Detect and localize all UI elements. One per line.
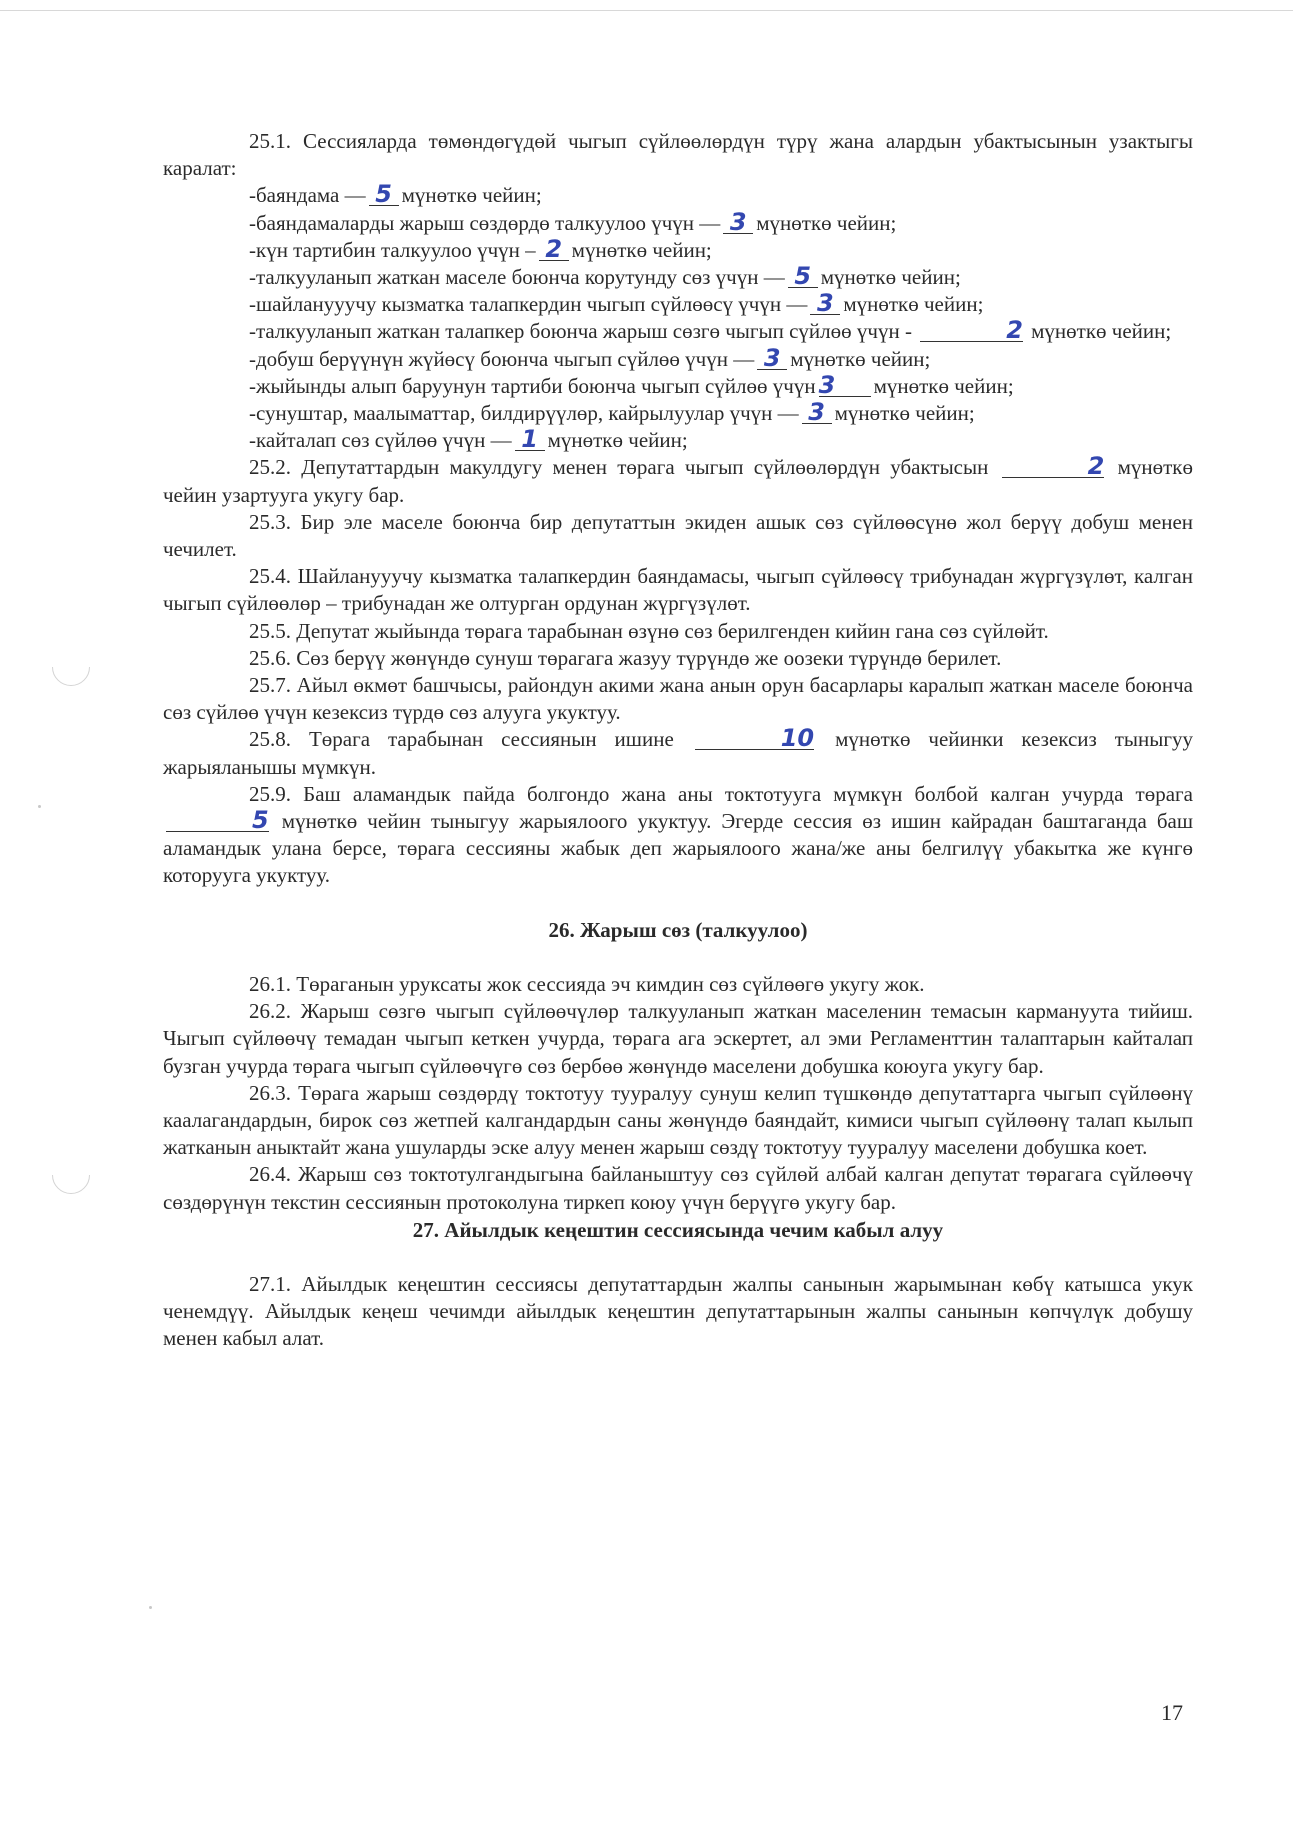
handwritten-value: 3: [819, 374, 871, 397]
scan-speck: [38, 805, 41, 808]
scan-edge: [0, 10, 1293, 11]
paragraph-26-2: 26.2. Жарыш сөзгө чыгып сүйлөөчүлөр талкууланып жаткан маселенин темасын кармануута тийиш. Чыгып сүйлөөчү темадан чыгып кеткен учурда, төрага ага эскертет, ал эми Регламенттин талаптарын кайталап бузган учурда төрага чыгып сүйлөөчүгө сөз бербөө жөнүндө маселени добушка коюуга укугу бар.: [163, 999, 1193, 1078]
handwritten-value: 3: [757, 347, 787, 370]
document-body: [163, 128, 1193, 1353]
paragraph-26-4: 26.4. Жарыш сөз токтотулгандыгына байланыштуу сөз сүйлөй албай калган депутат төрагага сүйлөөчү сөздөрүнүн текстин сессиянын протоколуна тиркеп коюу үчүн берүүгө укугу бар.: [163, 1162, 1193, 1214]
handwritten-value: 5: [788, 265, 818, 288]
handwritten-value: 2: [1002, 455, 1105, 478]
list-item: -шайланууучу кызматка талапкердин чыгып сүйлөөсү үчүн — 3 мүнөткө чейин;: [249, 289, 984, 318]
list-item: -баяндама — 5 мүнөткө чейин;: [249, 180, 542, 209]
list-item: -талкууланып жаткан талапкер боюнча жарыш сөзгө чыгып сүйлөө үчүн - 2 мүнөткө чейин;: [249, 316, 1172, 345]
paragraph-25-1-intro: 25.1. Сессияларда төмөндөгүдөй чыгып сүйлөөлөрдүн түрү жана алардын убактысынын узактыгы каралат:: [163, 129, 1193, 181]
paragraph-25-8: 25.8. Төрага тарабынан сессиянын ишине 10 мүнөткө чейинки кезексиз тыныгуу жарыяланышы мүмкүн.: [163, 724, 1194, 779]
scan-speck: [149, 1606, 152, 1609]
handwritten-value: 2: [539, 238, 569, 261]
paragraph-26-1: 26.1. Төраганын уруксаты жок сессияда эч кимдин сөз сүйлөөгө укугу жок.: [249, 971, 925, 996]
list-item: -кайталап сөз сүйлөө үчүн — 1 мүнөткө чейин;: [249, 425, 688, 454]
handwritten-value: 1: [515, 428, 545, 451]
handwritten-value: 3: [802, 401, 832, 424]
handwritten-value: 3: [810, 292, 840, 315]
list-item: -жыйынды алып баруунун тартиби боюнча чыгып сүйлөө үчүн 3 мүнөткө чейин;: [249, 370, 1014, 399]
section-heading-26: 26. Жарыш сөз (талкуулоо): [548, 917, 808, 942]
punch-hole-mark: [52, 648, 90, 686]
paragraph-25-9: 25.9. Баш аламандык пайда болгондо жана аны токтотууга мүмкүн болбой калган учурда төрага 5 мүнөткө чейин тыныгуу жарыялоого укуктуу. Эгерде сессия өз ишин кайрадан баштаганда баш аламандык улана берсе, төрага сессияны жабык деп жарыялоого жана/же аны белгилүү убакытка же күнгө которууга укуктуу.: [163, 781, 1194, 888]
paragraph-25-3: 25.3. Бир эле маселе боюнча бир депутаттын экиден ашык сөз сүйлөөсүнө жол берүү добуш менен чечилет.: [163, 509, 1193, 562]
handwritten-value: 3: [723, 211, 753, 234]
list-item: -күн тартибин талкуулоо үчүн – 2 мүнөткө чейин;: [249, 234, 712, 263]
handwritten-value: 2: [920, 319, 1023, 342]
paragraph-25-5: 25.5. Депутат жыйында төрага тарабынан өзүнө сөз берилгенден кийин гана сөз сүйлөйт.: [249, 618, 1049, 643]
list-item: -добуш берүүнүн жүйөсү боюнча чыгып сүйлөө үчүн — 3 мүнөткө чейин;: [249, 343, 931, 372]
handwritten-value: 10: [695, 727, 814, 750]
list-item: -баяндамаларды жарыш сөздөрдө талкуулоо үчүн — 3 мүнөткө чейин;: [249, 207, 897, 236]
paragraph-25-2: 25.2. Депутаттардын макулдугу менен төрага чыгып сүйлөөлөрдүн убактысын 2 мүнөткө чейин узартууга укугу бар.: [163, 452, 1194, 507]
paragraph-27-1: 27.1. Айылдык кеңештин сессиясы депутаттардын жалпы санынын жарымынан көбү катышса укук ченемдүү. Айылдык кеңеш чечимди айылдык кеңештин депутаттарынын жалпы санынын көпчүлүк добушу менен кабыл алат.: [163, 1271, 1193, 1351]
punch-hole-mark: [52, 1156, 90, 1194]
paragraph-25-7: 25.7. Айыл өкмөт башчысы, райондун акими жана анын орун басарлары каралып жаткан маселе боюнча сөз сүйлөө үчүн кезексиз түрдө сөз алууга укуктуу.: [163, 673, 1193, 725]
page-number: 17: [1161, 1700, 1183, 1725]
paragraph-26-3: 26.3. Төрага жарыш сөздөрдү токтотуу тууралуу сунуш келип түшкөндө депутаттарга чыгып сүйлөөнү каалагандардын, бирок сөз жетпей калгандардын саны жөнүндө баяндайт, кимиси чыгып сүйлөөнү талап кылып жатканын аныктайт жана ушуларды эске алуу менен жарыш сөздү токтотуу тууралуу маселени добушка коет.: [163, 1080, 1193, 1160]
handwritten-value: 5: [166, 809, 269, 832]
paragraph-25-4: 25.4. Шайланууучу кызматка талапкердин баяндамасы, чыгып сүйлөөсү трибунадан жүргүзүлөт, калган чыгып сүйлөөлөр – трибунадан же олтурган ордунан жүргүзүлөт.: [163, 564, 1193, 616]
paragraph-25-6: 25.6. Сөз берүү жөнүндө сунуш төрагага жазуу түрүндө же оозеки түрүндө берилет.: [249, 645, 1002, 670]
list-item: -сунуштар, маалыматтар, билдирүүлөр, кайрылуулар үчүн — 3 мүнөткө чейин;: [249, 398, 975, 427]
section-heading-27: 27. Айылдык кеңештин сессиясында чечим кабыл алуу: [412, 1217, 944, 1242]
handwritten-value: 5: [369, 183, 399, 206]
list-item: -талкууланып жаткан маселе боюнча корутунду сөз үчүн — 5 мүнөткө чейин;: [249, 262, 961, 291]
